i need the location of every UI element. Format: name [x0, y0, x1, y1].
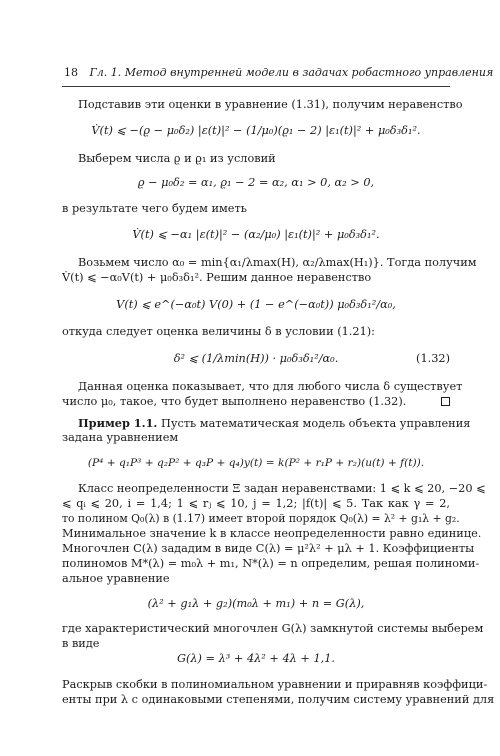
text-line: альное уравнение — [62, 572, 170, 585]
text-line: Данная оценка показывает, что для любого числа δ существует — [78, 380, 463, 393]
text-line: енты при λ с одинаковыми степенями, получим систему уравнений для — [62, 693, 495, 706]
text-line: откуда следует оценка величины δ в условии (1.21): — [62, 325, 375, 338]
text-line: Многочлен C(λ) зададим в виде C(λ) = μ²λ² + μλ + 1. Коэффициенты — [62, 542, 475, 555]
text-line: в виде — [62, 637, 100, 650]
text-line: Минимальное значение k в классе неопределенности равно единице. — [62, 527, 482, 540]
equation-line: V̇(t) ⩽ −(ϱ − μ₀δ₂) |ε(t)|² − (1/μ₀)(ϱ₁ − 2) |ε₁(t)|² + μ₀δ₃δ₁². — [91, 124, 421, 137]
equation-line: G(λ) = λ³ + 4λ² + 4λ + 1,1. — [176, 652, 336, 665]
text-line: V̇(t) ⩽ −α₀V(t) + μ₀δ₃δ₁². Решим данное неравенство — [62, 271, 372, 284]
text-span: Пусть математическая модель объекта управления — [157, 417, 471, 430]
page-number: 18 — [64, 66, 78, 79]
text-line: где характеристический многочлен G(λ) замкнутой системы выберем — [62, 622, 484, 635]
equation-line: (λ² + g₁λ + g₂)(m₀λ + m₁) + n = G(λ), — [147, 597, 365, 610]
header-rule — [62, 86, 450, 87]
running-header — [64, 66, 494, 79]
text-line: задана уравнением — [62, 431, 179, 444]
text-line: Раскрыв скобки в полиномиальном уравнении и приравняв коэффици- — [62, 678, 488, 691]
text-line: ⩽ qᵢ ⩽ 20, i = 1,4; 1 ⩽ rⱼ ⩽ 10, j = 1,2; |f(t)| ⩽ 5. Так как γ = 2, — [62, 497, 450, 510]
equation-line: ϱ − μ₀δ₂ = α₁, ϱ₁ − 2 = α₂, α₁ > 0, α₂ > 0, — [137, 176, 375, 189]
equation: δ² ⩽ (1/λmin(H)) · μ₀δ₃δ₁²/α₀. — [173, 352, 339, 365]
equation-line: V(t) ⩽ e^(−α₀t) V(0) + (1 − e^(−α₀t)) μ₀δ₃δ₁²/α₀, — [116, 298, 396, 311]
text-span: число μ₀, такое, что будет выполнено неравенство (1.32). — [62, 395, 407, 408]
text-line: Выберем числа ϱ и ϱ₁ из условий — [78, 152, 276, 165]
text-line: Возьмем число α₀ = min{α₁/λmax(H), α₂/λmax(H₁)}. Тогда получим — [78, 256, 477, 269]
example-heading-line — [62, 416, 471, 431]
running-title: Гл. 1. Метод внутренней модели в задачах робастного управления — [89, 66, 494, 79]
text-line: Класс неопределенности Ξ задан неравенствами: 1 ⩽ k ⩽ 20, −20 ⩽ — [78, 482, 486, 495]
equation-number: (1.32) — [416, 352, 450, 365]
equation-line: V̇(t) ⩽ −α₁ |ε(t)|² − (α₂/μ₀) |ε₁(t)|² + μ₀δ₃δ₁². — [132, 228, 380, 241]
example-label: Пример 1.1. — [78, 416, 158, 430]
text-line: в результате чего будем иметь — [62, 202, 247, 215]
equation-row — [62, 352, 450, 366]
text-line: то полином Q₀(λ) в (1.17) имеет второй порядок Q₀(λ) = λ² + g₁λ + g₂. — [62, 512, 460, 525]
text-line-with-qed — [62, 395, 450, 409]
equation-line: (P⁴ + q₁P³ + q₂P² + q₃P + q₄)y(t) = k(P² + r₁P + r₂)(u(t) + f(t)). — [87, 457, 425, 469]
end-of-proof-square — [441, 397, 450, 406]
text-line: Подставив эти оценки в уравнение (1.31), получим неравенство — [78, 98, 463, 111]
text-line: полиномов M*(λ) = m₀λ + m₁, N*(λ) = n определим, решая полиноми- — [62, 557, 480, 570]
